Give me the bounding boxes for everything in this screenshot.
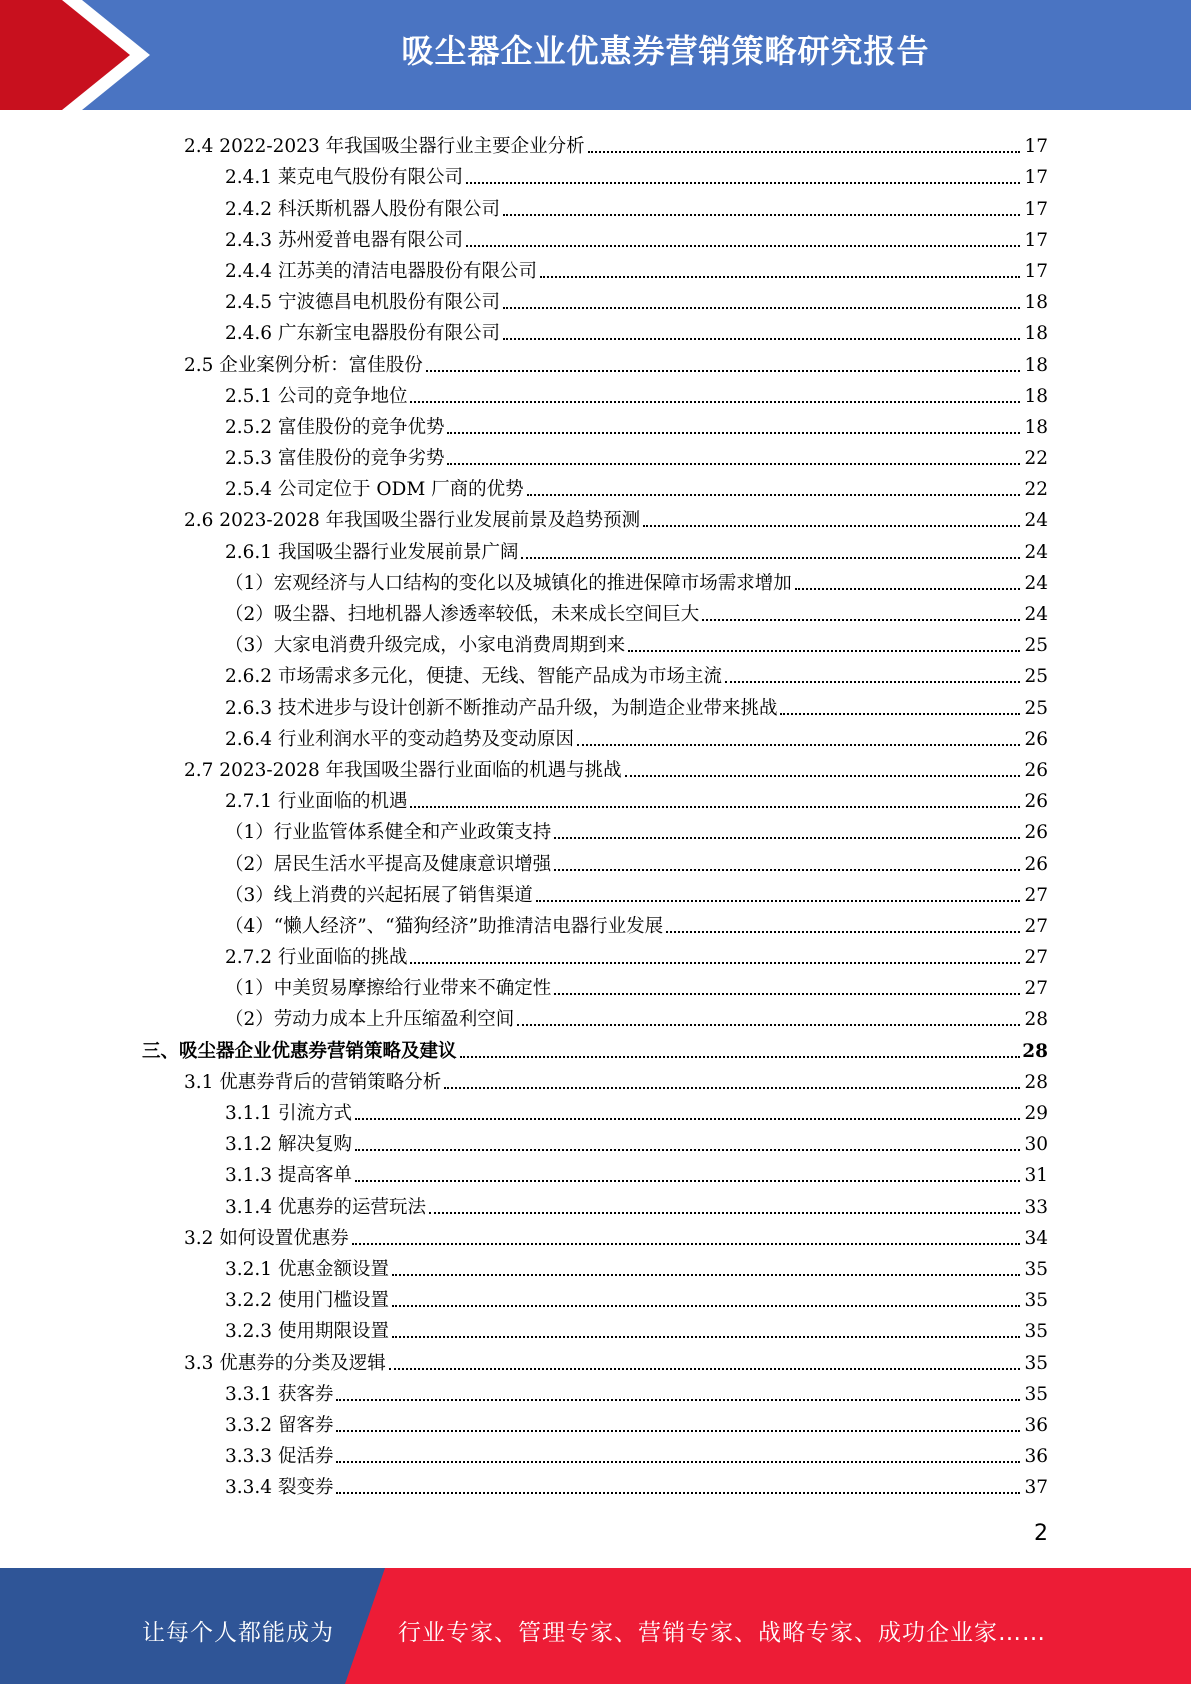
toc-entry-title: （4）“懒人经济”、“猫狗经济”助推清洁电器行业发展 — [225, 915, 664, 937]
toc-entry[interactable] — [0, 532, 1191, 563]
toc-entry-title: 2.4.5 宁波德昌电机股份有限公司 — [225, 292, 500, 314]
toc-entry-title: （1）中美贸易摩擦给行业带来不确定性 — [225, 978, 552, 1000]
toc-entry-title: 3.1 优惠券背后的营销策略分析 — [184, 1071, 442, 1093]
toc-entry-page: 35 — [1024, 1352, 1048, 1374]
toc-entry-page: 25 — [1024, 666, 1048, 688]
toc-dot-leader — [554, 868, 1020, 871]
toc-entry[interactable] — [0, 595, 1191, 626]
toc-entry-page: 26 — [1024, 759, 1048, 781]
toc-entry-page: 22 — [1024, 448, 1048, 470]
toc-entry-page: 35 — [1024, 1321, 1048, 1343]
toc-entry-page: 28 — [1024, 1071, 1048, 1093]
toc-dot-leader — [466, 181, 1020, 184]
toc-dot-leader — [643, 524, 1020, 527]
toc-entry[interactable] — [0, 1031, 1191, 1062]
toc-entry[interactable] — [0, 221, 1191, 252]
toc-entry-title: 2.6 2023-2028 年我国吸尘器行业发展前景及趋势预测 — [184, 510, 641, 532]
toc-entry-title: 3.2.2 使用门槛设置 — [225, 1290, 389, 1312]
toc-entry-title: 3.1.1 引流方式 — [225, 1103, 352, 1124]
toc-entry[interactable] — [0, 1375, 1191, 1406]
toc-entry[interactable] — [0, 657, 1191, 688]
toc-entry-page: 26 — [1024, 853, 1048, 875]
toc-entry[interactable] — [0, 1063, 1191, 1094]
toc-entry-page: 24 — [1024, 572, 1048, 594]
toc-dot-leader — [517, 1023, 1020, 1026]
toc-entry[interactable] — [0, 439, 1191, 470]
page-number: 2 — [1034, 1521, 1048, 1546]
toc-entry[interactable] — [0, 1187, 1191, 1218]
toc-entry-page: 17 — [1024, 229, 1048, 251]
toc-entry[interactable] — [0, 1312, 1191, 1343]
toc-entry-title: 3.3.1 获客券 — [225, 1383, 334, 1405]
toc-entry-title: （1）宏观经济与人口结构的变化以及城镇化的推进保障市场需求增加 — [225, 572, 792, 594]
toc-entry[interactable] — [0, 345, 1191, 376]
toc-dot-leader — [392, 1304, 1020, 1307]
toc-entry-page: 25 — [1024, 697, 1048, 719]
toc-dot-leader — [527, 493, 1020, 496]
toc-entry-title: 3.3.3 促活券 — [225, 1446, 334, 1468]
toc-entry-page: 26 — [1024, 728, 1048, 750]
toc-dot-leader — [554, 992, 1020, 995]
toc-entry-title: （1）行业监管体系健全和产业政策支持 — [225, 822, 552, 844]
toc-dot-leader — [577, 743, 1020, 746]
toc-dot-leader — [540, 275, 1020, 278]
toc-entry-page: 35 — [1024, 1258, 1048, 1280]
toc-entry-title: （2）居民生活水平提高及健康意识增强 — [225, 853, 552, 875]
toc-entry[interactable] — [0, 1250, 1191, 1281]
toc-entry-page: 26 — [1024, 791, 1048, 813]
toc-entry[interactable] — [0, 688, 1191, 719]
toc-dot-leader — [444, 1086, 1020, 1089]
toc-entry-title: 3.1.4 优惠券的运营玩法 — [225, 1196, 426, 1218]
toc-dot-leader — [460, 1055, 1020, 1058]
toc-entry[interactable] — [0, 501, 1191, 532]
toc-entry-title: 2.4.4 江苏美的清洁电器股份有限公司 — [225, 260, 537, 282]
toc-entry[interactable] — [0, 408, 1191, 439]
toc-entry-page: 31 — [1024, 1165, 1048, 1187]
toc-entry-page: 22 — [1024, 479, 1048, 501]
toc-dot-leader — [466, 244, 1020, 247]
toc-entry-page: 28 — [1022, 1040, 1048, 1062]
toc-dot-leader — [666, 930, 1020, 933]
toc-entry-title: 2.4 2022-2023 年我国吸尘器行业主要企业分析 — [184, 136, 585, 158]
toc-entry[interactable] — [0, 969, 1191, 1000]
toc-entry[interactable] — [0, 158, 1191, 189]
toc-entry-title: （2）劳动力成本上升压缩盈利空间 — [225, 1009, 515, 1031]
toc-entry[interactable] — [0, 1094, 1191, 1125]
toc-entry-page: 29 — [1024, 1103, 1048, 1124]
toc-entry-page: 17 — [1024, 198, 1048, 220]
toc-entry-page: 35 — [1024, 1383, 1048, 1405]
toc-entry[interactable] — [0, 127, 1191, 158]
toc-entry[interactable] — [0, 189, 1191, 220]
toc-entry[interactable] — [0, 876, 1191, 907]
toc-entry-title: 2.5.1 公司的竞争地位 — [225, 385, 408, 407]
toc-entry[interactable] — [0, 564, 1191, 595]
toc-entry[interactable] — [0, 377, 1191, 408]
toc-entry[interactable] — [0, 283, 1191, 314]
toc-dot-leader — [410, 961, 1020, 964]
toc-entry-page: 28 — [1024, 1009, 1048, 1031]
toc-dot-leader — [392, 1273, 1020, 1276]
toc-entry-page: 24 — [1024, 604, 1048, 625]
toc-entry-title: 2.4.1 莱克电气股份有限公司 — [225, 167, 463, 189]
table-of-contents — [0, 127, 1191, 1499]
page-footer — [0, 1568, 1191, 1684]
toc-entry[interactable] — [0, 1219, 1191, 1250]
toc-dot-leader — [336, 1398, 1020, 1401]
toc-entry-title: 3.1.3 提高客单 — [225, 1165, 352, 1187]
toc-entry[interactable] — [0, 813, 1191, 844]
toc-dot-leader — [447, 431, 1020, 434]
toc-entry-page: 34 — [1024, 1227, 1048, 1249]
toc-entry-title: 2.4.6 广东新宝电器股份有限公司 — [225, 323, 500, 345]
toc-dot-leader — [628, 649, 1020, 652]
toc-entry-title: 2.5.2 富佳股份的竞争优势 — [225, 416, 445, 438]
toc-entry[interactable] — [0, 1468, 1191, 1499]
toc-entry-page: 36 — [1024, 1414, 1048, 1436]
toc-entry-title: 3.3.4 裂变券 — [225, 1477, 334, 1499]
toc-entry[interactable] — [0, 844, 1191, 875]
toc-entry-page: 17 — [1024, 136, 1048, 158]
toc-entry-page: 18 — [1024, 292, 1048, 314]
toc-dot-leader — [336, 1460, 1020, 1463]
toc-entry[interactable] — [0, 782, 1191, 813]
toc-entry-title: （3）大家电消费升级完成，小家电消费周期到来 — [225, 635, 626, 657]
toc-entry-title: 三、吸尘器企业优惠券营销策略及建议 — [142, 1040, 457, 1062]
toc-entry-page: 27 — [1024, 915, 1048, 937]
toc-dot-leader — [588, 150, 1020, 153]
footer-slogan: 让每个人都能成为 — [142, 1620, 334, 1646]
toc-entry-title: 2.5.3 富佳股份的竞争劣势 — [225, 448, 445, 470]
toc-entry[interactable] — [0, 1000, 1191, 1031]
toc-entry-title: （2）吸尘器、扫地机器人渗透率较低，未来成长空间巨大 — [225, 604, 700, 625]
toc-dot-leader — [389, 1367, 1020, 1370]
toc-entry-page: 17 — [1024, 167, 1048, 189]
toc-entry-title: 3.3.2 留客券 — [225, 1414, 334, 1436]
toc-entry-page: 17 — [1024, 260, 1048, 282]
toc-entry[interactable] — [0, 1343, 1191, 1374]
toc-entry-page: 24 — [1024, 510, 1048, 532]
toc-entry[interactable] — [0, 720, 1191, 751]
toc-entry-page: 18 — [1024, 385, 1048, 407]
toc-entry[interactable] — [0, 907, 1191, 938]
toc-entry[interactable] — [0, 470, 1191, 501]
toc-entry-title: 2.7 2023-2028 年我国吸尘器行业面临的机遇与挑战 — [184, 759, 622, 781]
toc-dot-leader — [355, 1179, 1020, 1182]
toc-entry-title: 2.6.3 技术进步与设计创新不断推动产品升级，为制造企业带来挑战 — [225, 697, 778, 719]
toc-entry-title: 2.7.1 行业面临的机遇 — [225, 791, 408, 813]
toc-entry[interactable] — [0, 1406, 1191, 1437]
toc-entry-page: 27 — [1024, 978, 1048, 1000]
toc-entry-title: 3.2.1 优惠金额设置 — [225, 1258, 389, 1280]
toc-entry-title: 2.4.2 科沃斯机器人股份有限公司 — [225, 198, 500, 220]
toc-dot-leader — [780, 712, 1020, 715]
toc-dot-leader — [503, 213, 1020, 216]
toc-dot-leader — [702, 618, 1020, 621]
toc-dot-leader — [795, 587, 1020, 590]
toc-entry[interactable] — [0, 252, 1191, 283]
toc-dot-leader — [536, 899, 1020, 902]
toc-entry-title: 3.2 如何设置优惠券 — [184, 1227, 349, 1249]
toc-dot-leader — [554, 836, 1020, 839]
toc-dot-leader — [355, 1117, 1020, 1120]
toc-entry-title: 3.3 优惠券的分类及逻辑 — [184, 1352, 386, 1374]
toc-entry-page: 18 — [1024, 416, 1048, 438]
toc-dot-leader — [625, 774, 1020, 777]
footer-tagline: 行业专家、管理专家、营销专家、战略专家、成功企业家…… — [398, 1620, 1046, 1646]
toc-entry[interactable] — [0, 938, 1191, 969]
toc-dot-leader — [352, 1242, 1020, 1245]
toc-entry[interactable] — [0, 626, 1191, 657]
toc-entry-page: 27 — [1024, 884, 1048, 906]
toc-dot-leader — [521, 556, 1020, 559]
toc-entry[interactable] — [0, 1281, 1191, 1312]
toc-dot-leader — [426, 369, 1020, 372]
toc-entry-page: 25 — [1024, 635, 1048, 657]
toc-dot-leader — [503, 306, 1020, 309]
toc-dot-leader — [429, 1211, 1020, 1214]
toc-entry[interactable] — [0, 751, 1191, 782]
toc-entry-title: （3）线上消费的兴起拓展了销售渠道 — [225, 884, 533, 906]
toc-entry-title: 2.4.3 苏州爱普电器有限公司 — [225, 229, 463, 251]
toc-entry-page: 30 — [1024, 1134, 1048, 1156]
toc-entry-title: 2.6.4 行业利润水平的变动趋势及变动原因 — [225, 728, 574, 750]
toc-dot-leader — [336, 1429, 1020, 1432]
page-header — [0, 0, 1191, 110]
toc-entry-title: 2.7.2 行业面临的挑战 — [225, 947, 408, 969]
toc-entry-page: 18 — [1024, 323, 1048, 345]
toc-entry-page: 33 — [1024, 1196, 1048, 1218]
toc-dot-leader — [392, 1335, 1020, 1338]
toc-entry-page: 37 — [1024, 1477, 1048, 1499]
toc-dot-leader — [725, 680, 1020, 683]
toc-dot-leader — [410, 400, 1020, 403]
toc-entry[interactable] — [0, 1125, 1191, 1156]
toc-dot-leader — [410, 805, 1020, 808]
toc-entry-title: 2.5 企业案例分析：富佳股份 — [184, 354, 423, 376]
toc-entry-title: 2.5.4 公司定位于 ODM 厂商的优势 — [225, 479, 524, 501]
toc-entry[interactable] — [0, 1437, 1191, 1468]
toc-entry-title: 2.6.1 我国吸尘器行业发展前景广阔 — [225, 541, 519, 563]
toc-entry-title: 3.1.2 解决复购 — [225, 1134, 352, 1156]
toc-entry-page: 27 — [1024, 947, 1048, 969]
toc-dot-leader — [503, 337, 1020, 340]
document-title: 吸尘器企业优惠券营销策略研究报告 — [401, 32, 930, 70]
toc-entry-title: 3.2.3 使用期限设置 — [225, 1321, 389, 1343]
toc-entry-page: 35 — [1024, 1290, 1048, 1312]
toc-entry-page: 26 — [1024, 822, 1048, 844]
toc-entry-page: 36 — [1024, 1446, 1048, 1468]
toc-entry-page: 24 — [1024, 541, 1048, 563]
toc-entry-page: 18 — [1024, 354, 1048, 376]
toc-dot-leader — [447, 462, 1020, 465]
toc-entry-title: 2.6.2 市场需求多元化，便捷、无线、智能产品成为市场主流 — [225, 666, 722, 688]
toc-entry[interactable] — [0, 1156, 1191, 1187]
toc-dot-leader — [355, 1148, 1020, 1151]
toc-dot-leader — [336, 1491, 1020, 1494]
toc-entry[interactable] — [0, 314, 1191, 345]
